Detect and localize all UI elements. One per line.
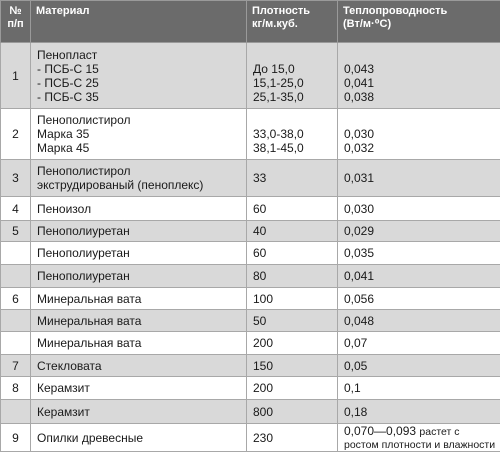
- material-cell: [31, 109, 247, 160]
- density-cell: 40: [247, 221, 338, 242]
- material-cell: Пеноизол: [31, 197, 247, 221]
- material-line: - ПСБ-С 15: [37, 62, 242, 76]
- header-material: Материал: [31, 1, 247, 43]
- material-line: Пенополистирол: [37, 113, 242, 127]
- row-number: 9: [1, 424, 31, 452]
- density-cell: 200: [247, 377, 338, 400]
- material-line: - ПСБ-С 35: [37, 90, 242, 104]
- conductivity-cell: 0,030: [338, 197, 500, 221]
- header-row: [1, 1, 500, 43]
- table-row: [1, 109, 500, 160]
- conductivity-note: растет с ростом плотности и влажности: [344, 426, 495, 451]
- row-number: 4: [1, 197, 31, 221]
- conductivity-line: 0,032: [344, 141, 496, 155]
- material-line: Пенопласт: [37, 48, 242, 62]
- material-cell: Керамзит: [31, 400, 247, 424]
- row-number: 7: [1, 355, 31, 377]
- table-row: [1, 265, 500, 288]
- row-number: [1, 310, 31, 332]
- conductivity-cell: 0,07: [338, 332, 500, 355]
- row-number: [1, 400, 31, 424]
- material-cell: Пенополиуретан: [31, 265, 247, 288]
- header-density: [247, 1, 338, 43]
- row-number: 3: [1, 160, 31, 197]
- row-number: [1, 265, 31, 288]
- header-conductivity-line-2: (Вт/м·⁰С): [343, 18, 496, 31]
- table-row: [1, 377, 500, 400]
- conductivity-line: 0,030: [344, 127, 496, 141]
- header-density-line-2: кг/м.куб.: [252, 18, 333, 31]
- material-cell: Керамзит: [31, 377, 247, 400]
- conductivity-cell: 0,05: [338, 355, 500, 377]
- header-conductivity: [338, 1, 500, 43]
- conductivity-cell: 0,029: [338, 221, 500, 242]
- density-cell: 800: [247, 400, 338, 424]
- row-number: 6: [1, 288, 31, 310]
- row-number: 5: [1, 221, 31, 242]
- material-cell: Пенополиуретан: [31, 221, 247, 242]
- conductivity-line: [344, 48, 496, 62]
- row-number: [1, 242, 31, 265]
- header-conductivity-line-1: Теплопроводность: [343, 5, 496, 18]
- table-row: [1, 43, 500, 109]
- density-cell: 150: [247, 355, 338, 377]
- density-cell: [247, 109, 338, 160]
- conductivity-cell: 0,041: [338, 265, 500, 288]
- table-row: [1, 355, 500, 377]
- table-row: [1, 221, 500, 242]
- density-line: 15,1-25,0: [253, 76, 333, 90]
- row-number: 1: [1, 43, 31, 109]
- density-line: 33,0-38,0: [253, 127, 333, 141]
- density-cell: 60: [247, 242, 338, 265]
- material-cell: Стекловата: [31, 355, 247, 377]
- density-cell: 200: [247, 332, 338, 355]
- density-cell: 50: [247, 310, 338, 332]
- table-row: [1, 424, 500, 452]
- conductivity-cell: 0,1: [338, 377, 500, 400]
- density-cell: 60: [247, 197, 338, 221]
- material-line: экструдированый (пеноплекс): [37, 178, 242, 192]
- material-cell: Минеральная вата: [31, 288, 247, 310]
- material-cell: Минеральная вата: [31, 332, 247, 355]
- conductivity-cell: 0,035: [338, 242, 500, 265]
- conductivity-cell: 0,18: [338, 400, 500, 424]
- density-cell: 100: [247, 288, 338, 310]
- conductivity-cell: [338, 424, 500, 452]
- conductivity-line: 0,038: [344, 90, 496, 104]
- density-line: 38,1-45,0: [253, 141, 333, 155]
- density-line: До 15,0: [253, 62, 333, 76]
- conductivity-cell: 0,048: [338, 310, 500, 332]
- table-row: [1, 197, 500, 221]
- conductivity-cell: [338, 43, 500, 109]
- table-row: [1, 310, 500, 332]
- header-density-line-1: Плотность: [252, 5, 333, 18]
- table-row: [1, 160, 500, 197]
- material-cell: [31, 43, 247, 109]
- row-number: 8: [1, 377, 31, 400]
- conductivity-cell: [338, 109, 500, 160]
- material-line: Марка 35: [37, 127, 242, 141]
- density-cell: 80: [247, 265, 338, 288]
- conductivity-range: 0,070—0,093: [344, 424, 416, 438]
- density-line: [253, 113, 333, 127]
- table-row: [1, 400, 500, 424]
- material-line: Пенополистирол: [37, 164, 242, 178]
- conductivity-cell: 0,031: [338, 160, 500, 197]
- table-row: [1, 242, 500, 265]
- density-cell: 230: [247, 424, 338, 452]
- material-cell: Минеральная вата: [31, 310, 247, 332]
- material-cell: Опилки древесные: [31, 424, 247, 452]
- density-cell: 33: [247, 160, 338, 197]
- table-row: [1, 288, 500, 310]
- material-line: - ПСБ-С 25: [37, 76, 242, 90]
- row-number: 2: [1, 109, 31, 160]
- conductivity-cell: 0,056: [338, 288, 500, 310]
- material-cell: [31, 160, 247, 197]
- header-number: [1, 1, 31, 43]
- header-number-line-2: п/п: [3, 18, 28, 31]
- header-number-line-1: №: [3, 5, 28, 18]
- density-line: [253, 48, 333, 62]
- density-cell: [247, 43, 338, 109]
- density-line: 25,1-35,0: [253, 90, 333, 104]
- conductivity-line: 0,043: [344, 62, 496, 76]
- table-row: [1, 332, 500, 355]
- row-number: [1, 332, 31, 355]
- material-cell: Пенополиуретан: [31, 242, 247, 265]
- conductivity-line: [344, 113, 496, 127]
- material-line: Марка 45: [37, 141, 242, 155]
- conductivity-line: 0,041: [344, 76, 496, 90]
